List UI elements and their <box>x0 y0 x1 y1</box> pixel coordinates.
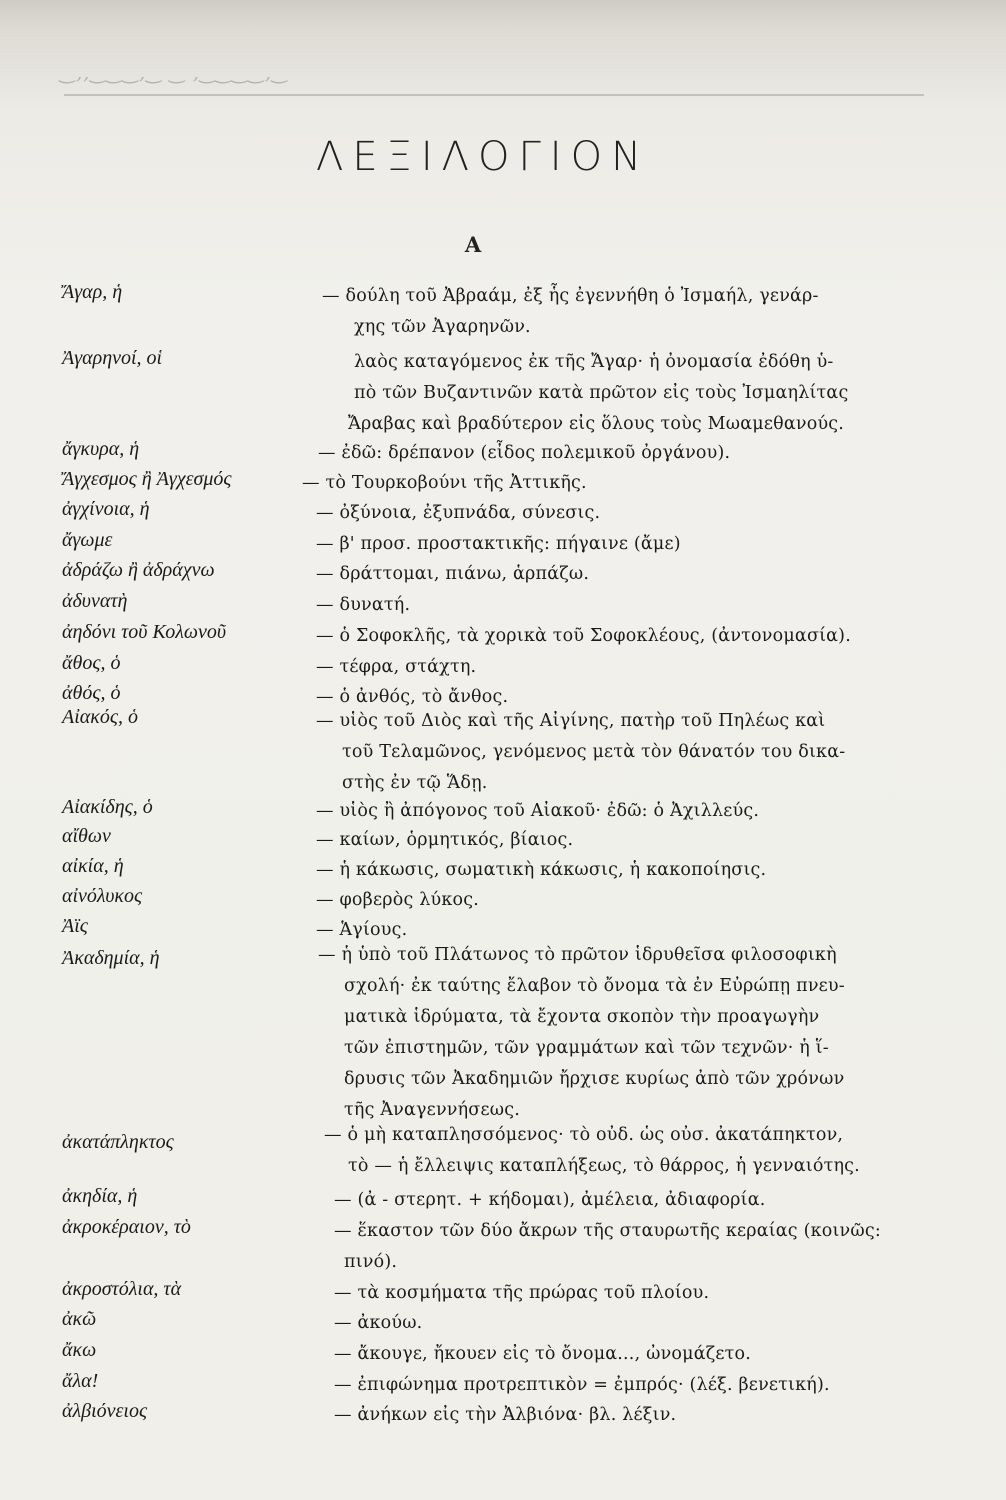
entry-definition <box>316 559 589 590</box>
entry-headword: ἀδυνατὴ <box>62 590 128 612</box>
definition-line: — (ἀ - στερητ. + κήδομαι), ἀμέλεια, ἀδιαφορία. <box>334 1190 766 1210</box>
definition-line: — ὀξύνοια, ἐξυπνάδα, σύνεσις. <box>316 503 601 523</box>
entry-headword: ἀκῶ <box>62 1308 97 1330</box>
entry-definition <box>334 1278 709 1309</box>
entry-headword: Ἀκαδημία, ἡ <box>62 947 160 969</box>
show-through-rule <box>64 94 924 96</box>
entry-headword: ἀκροκέραιον, τὸ <box>62 1216 191 1238</box>
entry-definition <box>334 1216 881 1278</box>
definition-line: τοῦ Τελαμῶνος, γενόμενος μετὰ τὸν θάνατόν του δικα- <box>342 742 846 762</box>
definition-line: σχολή· ἐκ ταύτης ἔλαβον τὸ ὄνομα τὰ ἐν Εὐρώπῃ πνευ- <box>344 976 845 996</box>
entry-headword: ἄγκυρα, ἡ <box>62 438 140 460</box>
entry-definition <box>318 940 845 1126</box>
entry-headword: Αἰακός, ὁ <box>62 706 138 728</box>
entry-definition <box>316 796 759 827</box>
entry-headword: ἀηδόνι τοῦ Κολωνοῦ <box>62 621 227 643</box>
entry-definition <box>316 529 681 560</box>
definition-line: — ἐδῶ: δρέπανον (εἶδος πολεμικοῦ ὀργάνου). <box>318 443 731 463</box>
definition-line: — β' προσ. προστακτικῆς: πήγαινε (ἄμε) <box>316 534 681 554</box>
definition-line: χης τῶν Ἀγαρηνῶν. <box>354 317 531 337</box>
definition-line: — υἱὸς τοῦ Διὸς καὶ τῆς Αἰγίνης, πατὴρ τοῦ Πηλέως καὶ <box>316 711 826 731</box>
entry-definition <box>334 1185 766 1216</box>
entry-definition <box>316 652 476 683</box>
entry-headword: ἀκατάπληκτος <box>62 1131 174 1153</box>
entry-definition <box>316 621 851 652</box>
entry-headword: Αἰακίδης, ὁ <box>62 796 153 818</box>
entry-definition <box>316 498 600 529</box>
entry-headword: ἄγωμε <box>62 529 113 551</box>
entry-definition <box>334 1400 676 1431</box>
definition-line: τὸ — ἡ ἔλλειψις καταπλήξεως, τὸ θάρρος, ἡ γενναιότης. <box>348 1156 860 1176</box>
entry-headword: ἀδράζω ἢ ἀδράχνω <box>62 559 215 581</box>
definition-line: — ἡ ὑπὸ τοῦ Πλάτωνος τὸ πρῶτον ἱδρυθεῖσα φιλοσοφικὴ <box>318 945 837 965</box>
entry-definition <box>316 855 766 886</box>
definition-line: πὸ τῶν Βυζαντινῶν κατὰ πρῶτον εἰς τοὺς Ἰσμαηλίτας <box>354 383 849 403</box>
entry-definition <box>316 590 410 621</box>
entry-definition <box>316 706 845 799</box>
definition-line: — Ἁγίους. <box>316 920 408 940</box>
entry-headword: ἀγχίνοια, ἡ <box>62 498 150 520</box>
entry-headword: ἄκω <box>62 1339 97 1361</box>
entry-definition <box>318 438 730 469</box>
entry-definition <box>302 468 587 499</box>
entry-headword: αἰνόλυκος <box>62 885 143 907</box>
definition-line: — ἄκουγε, ἤκουεν εἰς τὸ ὄνομα..., ὠνομάζετο. <box>334 1344 752 1364</box>
entry-definition <box>334 1308 422 1339</box>
definition-line: — ἡ κάκωσις, σωματικὴ κάκωσις, ἡ κακοποίησις. <box>316 860 767 880</box>
definition-line: — ἕκαστον τῶν δύο ἄκρων τῆς σταυρωτῆς κεραίας (κοινῶς: <box>334 1221 881 1241</box>
entry-headword: Ἄγχεσμος ἢ Ἀγχεσμός <box>62 468 232 490</box>
entry-definition <box>322 281 819 343</box>
entry-definition <box>348 347 849 440</box>
entry-headword: Ἀγαρηνοί, οἱ <box>62 347 163 369</box>
entry-definition <box>316 825 573 856</box>
definition-line: τῆς Ἀναγεννήσεως. <box>344 1100 520 1120</box>
definition-line: — δράττομαι, πιάνω, ἁρπάζω. <box>316 564 590 584</box>
entry-headword: ἀθός, ὁ <box>62 682 121 704</box>
definition-line: — καίων, ὁρμητικός, βίαιος. <box>316 830 574 850</box>
definition-line: στὴς ἐν τῷ Ἅδῃ. <box>342 773 488 793</box>
definition-line: πινό). <box>344 1252 398 1272</box>
definition-line: — τὰ κοσμήματα τῆς πρώρας τοῦ πλοίου. <box>334 1283 710 1303</box>
section-letter: Α <box>464 232 482 257</box>
definition-line: — τέφρα, στάχτη. <box>316 657 477 677</box>
definition-line: λαὸς καταγόμενος ἐκ τῆς Ἄγαρ· ἡ ὀνομασία ἐδόθη ὑ- <box>354 352 834 372</box>
entry-headword: Ἀϊς <box>62 915 88 937</box>
definition-line: — ὁ μὴ καταπλησσόμενος· τὸ οὐδ. ὡς οὐσ. ἀκατάπηκτον, <box>324 1125 844 1145</box>
definition-line: — φοβερὸς λύκος. <box>316 890 479 910</box>
definition-line: — δούλη τοῦ Ἀβραάμ, ἐξ ἧς ἐγεννήθη ὁ Ἰσμαήλ, γενάρ- <box>322 286 819 306</box>
definition-line: — δυνατή. <box>316 595 411 615</box>
entry-headword: αἴθων <box>62 825 111 847</box>
entry-headword: ἄθος, ὁ <box>62 652 121 674</box>
definition-line: τῶν ἐπιστημῶν, τῶν γραμμάτων καὶ τῶν τεχνῶν· ἡ ἵ- <box>344 1038 829 1058</box>
definition-line: — τὸ Τουρκοβούνι τῆς Ἀττικῆς. <box>302 473 587 493</box>
definition-line: — ὁ Σοφοκλῆς, τὰ χορικὰ τοῦ Σοφοκλέους, (ἀντονομασία). <box>316 626 851 646</box>
entry-definition <box>316 885 479 916</box>
entry-definition <box>334 1370 830 1401</box>
entry-headword: ἄλα! <box>62 1370 99 1392</box>
entry-headword: ἀκροστόλια, τὰ <box>62 1278 182 1300</box>
entry-headword: ἀλβιόνειος <box>62 1400 148 1422</box>
entry-headword: Ἄγαρ, ἡ <box>62 281 123 303</box>
definition-line: — ἀκούω. <box>334 1313 423 1333</box>
definition-line: Ἄραβας καὶ βραδύτερον εἰς ὅλους τοὺς Μωαμεθανούς. <box>348 414 845 434</box>
definition-line: — ἀνήκων εἰς τὴν Ἀλβιόνα· βλ. λέξιν. <box>334 1405 677 1425</box>
page-title: ΛΕΞΙΛΟΓΙΟΝ <box>315 134 651 180</box>
entry-definition <box>334 1339 751 1370</box>
entry-headword: αἰκία, ἡ <box>62 855 124 877</box>
show-through-text: ‿,,‿‿‿,‿ ‿ ,‿‿‿‿,‿ <box>60 62 289 84</box>
entry-definition <box>324 1120 860 1182</box>
definition-line: — ἐπιφώνημα προτρεπτικὸν = ἐμπρός· (λέξ. βενετική). <box>334 1375 830 1395</box>
definition-line: — ὁ ἀνθός, τὸ ἄνθος. <box>316 687 509 707</box>
definition-line: δρυσις τῶν Ἀκαδημιῶν ἤρχισε κυρίως ἀπὸ τῶν χρόνων <box>344 1069 845 1089</box>
definition-line: — υἱὸς ἢ ἀπόγονος τοῦ Αἰακοῦ· ἐδῶ: ὁ Ἀχιλλεύς. <box>316 801 760 821</box>
definition-line: ματικὰ ἱδρύματα, τὰ ἔχοντα σκοπὸν τὴν προαγωγὴν <box>344 1007 820 1027</box>
entry-headword: ἀκηδία, ἡ <box>62 1185 138 1207</box>
